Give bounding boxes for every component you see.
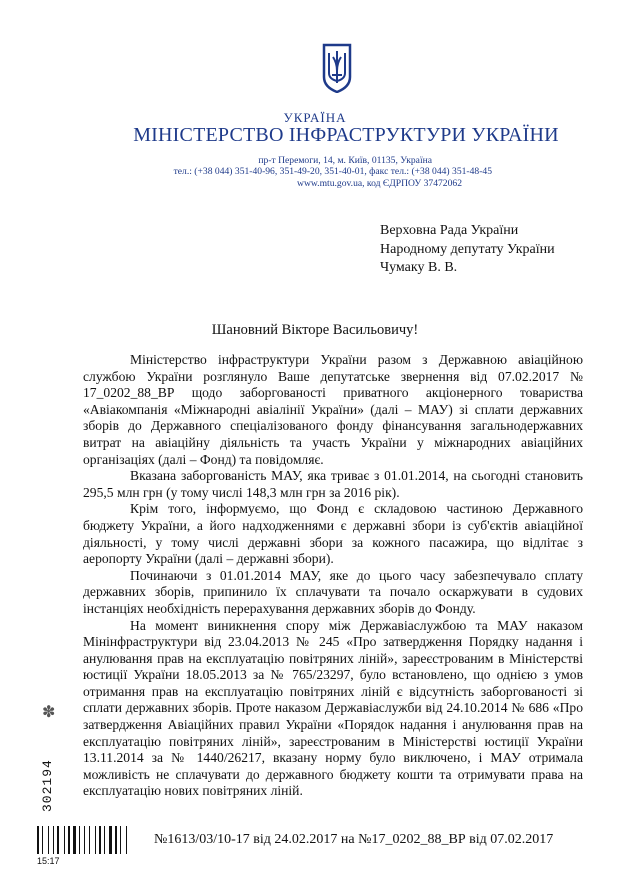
- paragraph: Починаючи з 01.01.2014 МАУ, яке до цього часу забезпечувало сплату державних зборів, припинило їх сплачувати та почало оскаржувати в судових інстанціях необхідність перерахування державних зборів до Фонду.: [83, 567, 583, 616]
- barcode-bar: [60, 826, 63, 854]
- paragraph: На момент виникнення спору між Державіаслужбою та МАУ наказом Мінінфраструктури від 23.04.2013 № 245 «Про затвердження Порядку надання і анулювання прав на експлуатацію повітряних ліній», зареєстрованим в Міністерстві юстиції України 18.05.2013 за № 765/23297, було встановлено, що однією з умов отримання прав на експлуатацію повітряних ліній є відсутність заборгованості зі сплати державних зборів. Проте наказом Державіаслужби від 24.10.2014 № 686 «Про затвердження Авіаційних правил України «Порядок надання і анулювання прав на експлуатацію повітряних ліній», зареєстрованим в Міністерстві юстиції України 13.11.2014 за № 1440/26217, вказану норму було виключено, і МАУ отримала можливість не сплачувати до державного бюджету кошти та отримувати права на експлуатацію нових повітряних ліній.: [83, 617, 583, 799]
- barcode-bar: [64, 826, 65, 854]
- barcode-bar: [71, 826, 72, 854]
- paragraph: Вказана заборгованість МАУ, яка триває з 01.01.2014, на сьогодні становить 295,5 млн грн (у тому числі 148,3 млн грн за 2016 рік).: [83, 468, 583, 500]
- barcode-bar: [109, 826, 112, 854]
- barcode-bar: [55, 826, 56, 854]
- barcode-bar: [86, 826, 88, 854]
- barcode-bar: [102, 826, 103, 854]
- time-stamp: 15:17: [37, 856, 60, 866]
- paragraph: Крім того, інформуємо, що Фонд є складовою частиною Державного бюджету України, а його надходженнями є державні збори із суб'єктів авіаційної діяльності, у тому числі державні збори за кожного пасажира, що відлітає з аеропорту України (далі – державні збори).: [83, 501, 583, 567]
- paragraph: Міністерство інфраструктури України разом з Державною авіаційною службою України розглянуло Ваше депутатське звернення від 07.02.2017 № 17_0202_88_ВР щодо заборгованості приватного акціонерного товариства «Авіакомпанія «Міжнародні авіалінії України» (далі – МАУ) зі сплати державних зборів до Державного спеціалізованого фонду фінансування загальнодержавних витрат на авіаційну діяльність та участь України у міжнародних авіаційних організаціях (далі – Фонд) та повідомляє.: [83, 352, 583, 467]
- barcode-bar: [37, 826, 39, 854]
- barcode-icon: [37, 826, 135, 854]
- barcode-bar: [99, 826, 101, 854]
- barcode-bar: [104, 826, 105, 854]
- barcode-bar: [106, 826, 108, 854]
- recipient-line: Чумаку В. В.: [380, 260, 458, 275]
- registration-line: №1613/03/10-17 від 24.02.2017 на №17_0202_88_ВР від 07.02.2017: [154, 832, 554, 847]
- barcode-bar: [126, 826, 127, 854]
- barcode-bar: [66, 826, 67, 854]
- trident-emblem-icon: [322, 43, 352, 93]
- barcode-bar: [128, 826, 130, 854]
- barcode-bar: [73, 826, 76, 854]
- barcode-bar: [42, 826, 43, 854]
- barcode-bar: [77, 826, 78, 854]
- salutation: Шановний Вікторе Васильовичу!: [211, 322, 419, 338]
- phones-line: тел.: (+38 044) 351-40-96, 351-49-20, 351-40-01, факс тел.: (+38 044) 351-48-45: [173, 166, 492, 177]
- recipient-line: Верховна Рада України: [380, 223, 519, 238]
- barcode-bar: [79, 826, 80, 854]
- barcode-bar: [68, 826, 70, 854]
- address-line: пр-т Перемоги, 14, м. Київ, 01135, Україна: [258, 155, 432, 166]
- barcode-bar: [48, 826, 49, 854]
- flower-stamp-icon: ✽: [42, 704, 56, 721]
- barcode-bar: [53, 826, 54, 854]
- recipient-block: [380, 222, 555, 278]
- side-registration-number: 302194: [40, 759, 55, 812]
- barcode-bar: [118, 826, 119, 854]
- barcode-bar: [57, 826, 59, 854]
- recipient-line: Народному депутату України: [380, 241, 555, 257]
- barcode-bar: [95, 826, 96, 854]
- barcode-bar: [91, 826, 94, 854]
- barcode-bar: [97, 826, 98, 854]
- ministry-title: МІНІСТЕРСТВО ІНФРАСТРУКТУРИ УКРАЇНИ: [133, 124, 559, 146]
- country-title: УКРАЇНА: [283, 110, 347, 125]
- barcode-bar: [89, 826, 90, 854]
- barcode-bar: [120, 826, 121, 854]
- barcode-bar: [84, 826, 85, 854]
- barcode-bar: [81, 826, 83, 854]
- web-line: www.mtu.gov.ua, код ЄДРПОУ 37472062: [297, 178, 462, 189]
- barcode-bar: [44, 826, 47, 854]
- barcode-bar: [40, 826, 41, 854]
- barcode-bar: [113, 826, 114, 854]
- barcode-bar: [122, 826, 125, 854]
- letter-body: [83, 352, 583, 800]
- barcode-bar: [115, 826, 117, 854]
- barcode-bar: [50, 826, 52, 854]
